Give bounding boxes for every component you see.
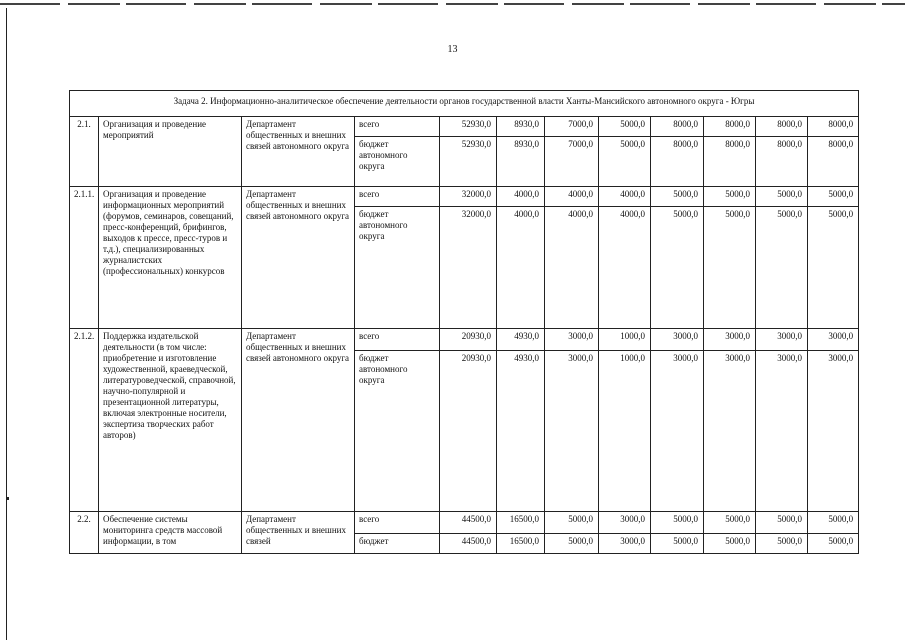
value-cell: 16500,0 — [497, 512, 545, 534]
row-name: Обеспечение системы мониторинга средств массовой информации, в том — [99, 512, 242, 554]
value-cell: 4000,0 — [545, 187, 599, 207]
value-cell: 5000,0 — [704, 207, 756, 329]
value-cell: 5000,0 — [651, 207, 704, 329]
value-cell: 5000,0 — [756, 207, 808, 329]
value-cell: 5000,0 — [599, 137, 651, 187]
value-cell: 7000,0 — [545, 117, 599, 137]
value-cell: 4000,0 — [497, 187, 545, 207]
value-cell: 8000,0 — [704, 117, 756, 137]
value-cell: 16500,0 — [497, 534, 545, 554]
value-cell: 3000,0 — [756, 329, 808, 351]
row-executor: Департамент общественных и внешних связей автономного округа — [242, 187, 355, 329]
value-cell: 5000,0 — [808, 207, 859, 329]
value-cell: 8000,0 — [651, 117, 704, 137]
value-cell: 8000,0 — [756, 117, 808, 137]
value-cell: 8000,0 — [756, 137, 808, 187]
table-row — [70, 187, 859, 207]
program-table — [69, 90, 859, 554]
value-cell: 3000,0 — [651, 329, 704, 351]
value-cell: 3000,0 — [599, 512, 651, 534]
value-cell: 5000,0 — [756, 512, 808, 534]
value-cell: 5000,0 — [651, 534, 704, 554]
value-cell: 5000,0 — [545, 534, 599, 554]
value-cell: 3000,0 — [545, 329, 599, 351]
row-name: Организация и проведение информационных мероприятий (форумов, семинаров, совещаний, пресс-конференций, брифингов, выходов к прессе, пресс-туров и т.д.), специализированных журналистских (профессиональных) конкурсов — [99, 187, 242, 329]
row-number: 2.1. — [70, 117, 99, 187]
value-cell: 5000,0 — [704, 512, 756, 534]
value-cell: 8000,0 — [808, 137, 859, 187]
value-cell: 8000,0 — [808, 117, 859, 137]
value-cell: 3000,0 — [704, 329, 756, 351]
value-cell: 5000,0 — [808, 187, 859, 207]
value-cell: 5000,0 — [808, 512, 859, 534]
row-executor: Департамент общественных и внешних связей автономного округа — [242, 117, 355, 187]
table-row — [70, 117, 859, 137]
value-cell: 8930,0 — [497, 117, 545, 137]
row-name: Организация и проведение мероприятий — [99, 117, 242, 187]
value-cell: 3000,0 — [651, 351, 704, 512]
task-header: Задача 2. Информационно-аналитическое обеспечение деятельности органов государственной власти Ханты-Мансийского автономного округа - Югры — [70, 91, 859, 117]
value-cell: 32000,0 — [440, 187, 497, 207]
value-cell: 3000,0 — [545, 351, 599, 512]
source-cell: бюджет автономного округа — [355, 137, 440, 187]
value-cell: 8930,0 — [497, 137, 545, 187]
value-cell: 52930,0 — [440, 117, 497, 137]
value-cell: 52930,0 — [440, 137, 497, 187]
value-cell: 5000,0 — [651, 512, 704, 534]
task-header-row — [70, 91, 859, 117]
value-cell: 20930,0 — [440, 329, 497, 351]
row-executor: Департамент общественных и внешних связей автономного округа — [242, 329, 355, 512]
source-cell: бюджет автономного округа — [355, 351, 440, 512]
value-cell: 20930,0 — [440, 351, 497, 512]
value-cell: 44500,0 — [440, 534, 497, 554]
value-cell: 4000,0 — [545, 207, 599, 329]
value-cell: 5000,0 — [599, 117, 651, 137]
value-cell: 4930,0 — [497, 329, 545, 351]
value-cell: 7000,0 — [545, 137, 599, 187]
value-cell: 3000,0 — [704, 351, 756, 512]
value-cell: 4930,0 — [497, 351, 545, 512]
source-cell: бюджет — [355, 534, 440, 554]
value-cell: 3000,0 — [599, 534, 651, 554]
value-cell: 3000,0 — [756, 351, 808, 512]
row-number: 2.1.1. — [70, 187, 99, 329]
value-cell: 5000,0 — [704, 187, 756, 207]
table-row — [70, 329, 859, 351]
value-cell: 1000,0 — [599, 351, 651, 512]
value-cell: 1000,0 — [599, 329, 651, 351]
value-cell: 4000,0 — [497, 207, 545, 329]
row-number: 2.2. — [70, 512, 99, 554]
left-scan-edge — [6, 8, 7, 640]
page-number: 13 — [447, 44, 458, 55]
value-cell: 44500,0 — [440, 512, 497, 534]
value-cell: 5000,0 — [756, 534, 808, 554]
source-cell: бюджет автономного округа — [355, 207, 440, 329]
row-number: 2.1.2. — [70, 329, 99, 512]
value-cell: 4000,0 — [599, 207, 651, 329]
value-cell: 4000,0 — [599, 187, 651, 207]
source-cell: всего — [355, 512, 440, 534]
value-cell: 5000,0 — [545, 512, 599, 534]
value-cell: 5000,0 — [704, 534, 756, 554]
table-row — [70, 512, 859, 534]
source-cell: всего — [355, 187, 440, 207]
value-cell: 8000,0 — [651, 137, 704, 187]
value-cell: 3000,0 — [808, 329, 859, 351]
value-cell: 32000,0 — [440, 207, 497, 329]
value-cell: 8000,0 — [704, 137, 756, 187]
value-cell: 5000,0 — [756, 187, 808, 207]
value-cell: 5000,0 — [651, 187, 704, 207]
source-cell: всего — [355, 329, 440, 351]
source-cell: всего — [355, 117, 440, 137]
row-name: Поддержка издательской деятельности (в том числе: приобретение и изготовление художественной, краеведческой, литературоведческой, справочной, научно-популярной и презентационной литературы, включая электронные носители, экспертиза творческих работ авторов) — [99, 329, 242, 512]
scan-mark — [7, 497, 9, 500]
value-cell: 5000,0 — [808, 534, 859, 554]
row-executor: Департамент общественных и внешних связей — [242, 512, 355, 554]
top-scan-edge — [0, 3, 905, 5]
value-cell: 3000,0 — [808, 351, 859, 512]
